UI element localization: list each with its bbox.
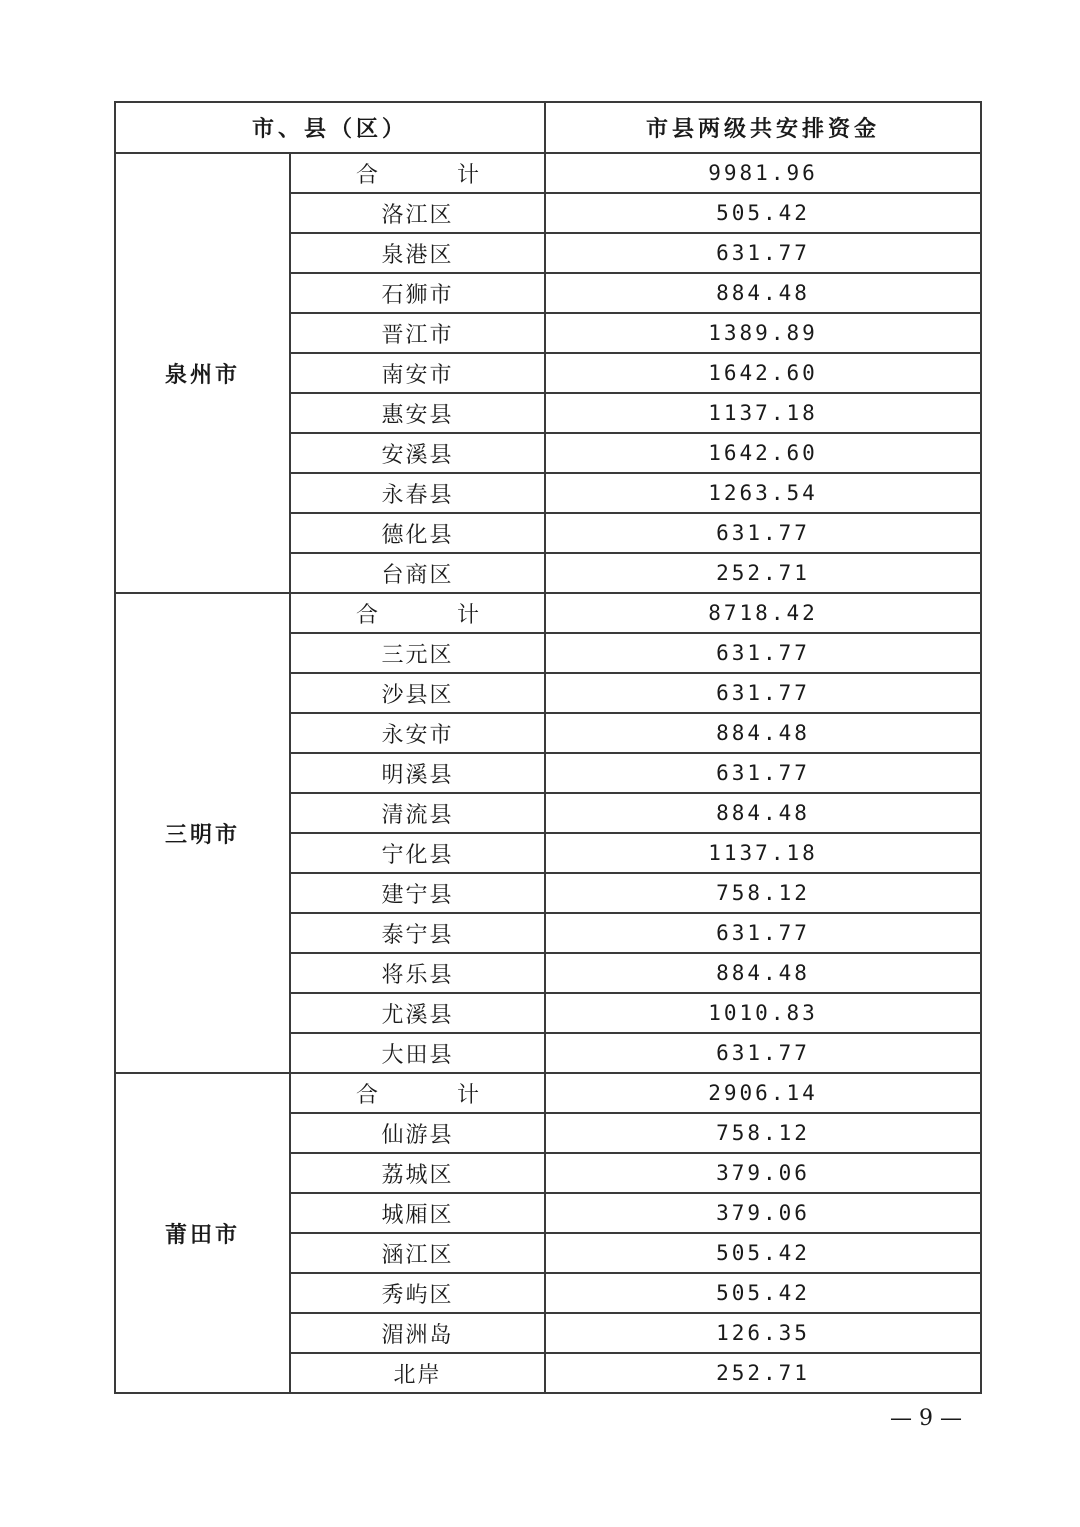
table-header-row <box>115 102 981 153</box>
district-amount: 631.77 <box>545 1033 981 1073</box>
table-body <box>115 153 981 1393</box>
district-name: 清流县 <box>290 793 545 833</box>
district-amount: 758.12 <box>545 873 981 913</box>
header-amount: 市县两级共安排资金 <box>545 102 981 153</box>
district-amount: 379.06 <box>545 1193 981 1233</box>
city-name: 莆田市 <box>115 1073 290 1393</box>
district-name: 城厢区 <box>290 1193 545 1233</box>
district-amount: 1010.83 <box>545 993 981 1033</box>
district-amount: 1263.54 <box>545 473 981 513</box>
district-name: 石狮市 <box>290 273 545 313</box>
district-amount: 1389.89 <box>545 313 981 353</box>
district-name: 荔城区 <box>290 1153 545 1193</box>
subtotal-label: 合 计 <box>290 153 545 193</box>
district-amount: 631.77 <box>545 633 981 673</box>
district-name: 北岸 <box>290 1353 545 1393</box>
district-amount: 1137.18 <box>545 833 981 873</box>
district-amount: 379.06 <box>545 1153 981 1193</box>
fund-allocation-table <box>114 101 982 1394</box>
district-name: 将乐县 <box>290 953 545 993</box>
district-amount: 1642.60 <box>545 353 981 393</box>
district-amount: 884.48 <box>545 793 981 833</box>
city-name: 三明市 <box>115 593 290 1073</box>
district-name: 秀屿区 <box>290 1273 545 1313</box>
district-name: 永春县 <box>290 473 545 513</box>
district-name: 泰宁县 <box>290 913 545 953</box>
district-name: 泉港区 <box>290 233 545 273</box>
district-amount: 252.71 <box>545 553 981 593</box>
district-name: 沙县区 <box>290 673 545 713</box>
district-amount: 884.48 <box>545 953 981 993</box>
district-amount: 126.35 <box>545 1313 981 1353</box>
subtotal-row <box>115 593 981 633</box>
subtotal-label: 合 计 <box>290 1073 545 1113</box>
subtotal-label: 合 计 <box>290 593 545 633</box>
district-amount: 505.42 <box>545 1273 981 1313</box>
district-name: 德化县 <box>290 513 545 553</box>
district-name: 洛江区 <box>290 193 545 233</box>
district-name: 南安市 <box>290 353 545 393</box>
district-amount: 884.48 <box>545 713 981 753</box>
district-amount: 631.77 <box>545 753 981 793</box>
district-name: 宁化县 <box>290 833 545 873</box>
subtotal-row <box>115 153 981 193</box>
city-name: 泉州市 <box>115 153 290 593</box>
district-name: 涵江区 <box>290 1233 545 1273</box>
subtotal-amount: 2906.14 <box>545 1073 981 1113</box>
district-amount: 1137.18 <box>545 393 981 433</box>
district-name: 明溪县 <box>290 753 545 793</box>
district-amount: 631.77 <box>545 673 981 713</box>
district-amount: 1642.60 <box>545 433 981 473</box>
district-amount: 631.77 <box>545 513 981 553</box>
subtotal-amount: 8718.42 <box>545 593 981 633</box>
district-name: 安溪县 <box>290 433 545 473</box>
district-name: 台商区 <box>290 553 545 593</box>
district-amount: 884.48 <box>545 273 981 313</box>
district-amount: 252.71 <box>545 1353 981 1393</box>
district-amount: 505.42 <box>545 193 981 233</box>
page-number: — 9 — <box>890 1406 962 1431</box>
district-name: 建宁县 <box>290 873 545 913</box>
district-amount: 631.77 <box>545 913 981 953</box>
district-amount: 631.77 <box>545 233 981 273</box>
header-region: 市、县（区） <box>115 102 545 153</box>
district-name: 三元区 <box>290 633 545 673</box>
district-amount: 758.12 <box>545 1113 981 1153</box>
district-name: 尤溪县 <box>290 993 545 1033</box>
subtotal-amount: 9981.96 <box>545 153 981 193</box>
subtotal-row <box>115 1073 981 1113</box>
district-name: 晋江市 <box>290 313 545 353</box>
district-name: 大田县 <box>290 1033 545 1073</box>
district-name: 惠安县 <box>290 393 545 433</box>
district-amount: 505.42 <box>545 1233 981 1273</box>
district-name: 湄洲岛 <box>290 1313 545 1353</box>
district-name: 仙游县 <box>290 1113 545 1153</box>
district-name: 永安市 <box>290 713 545 753</box>
